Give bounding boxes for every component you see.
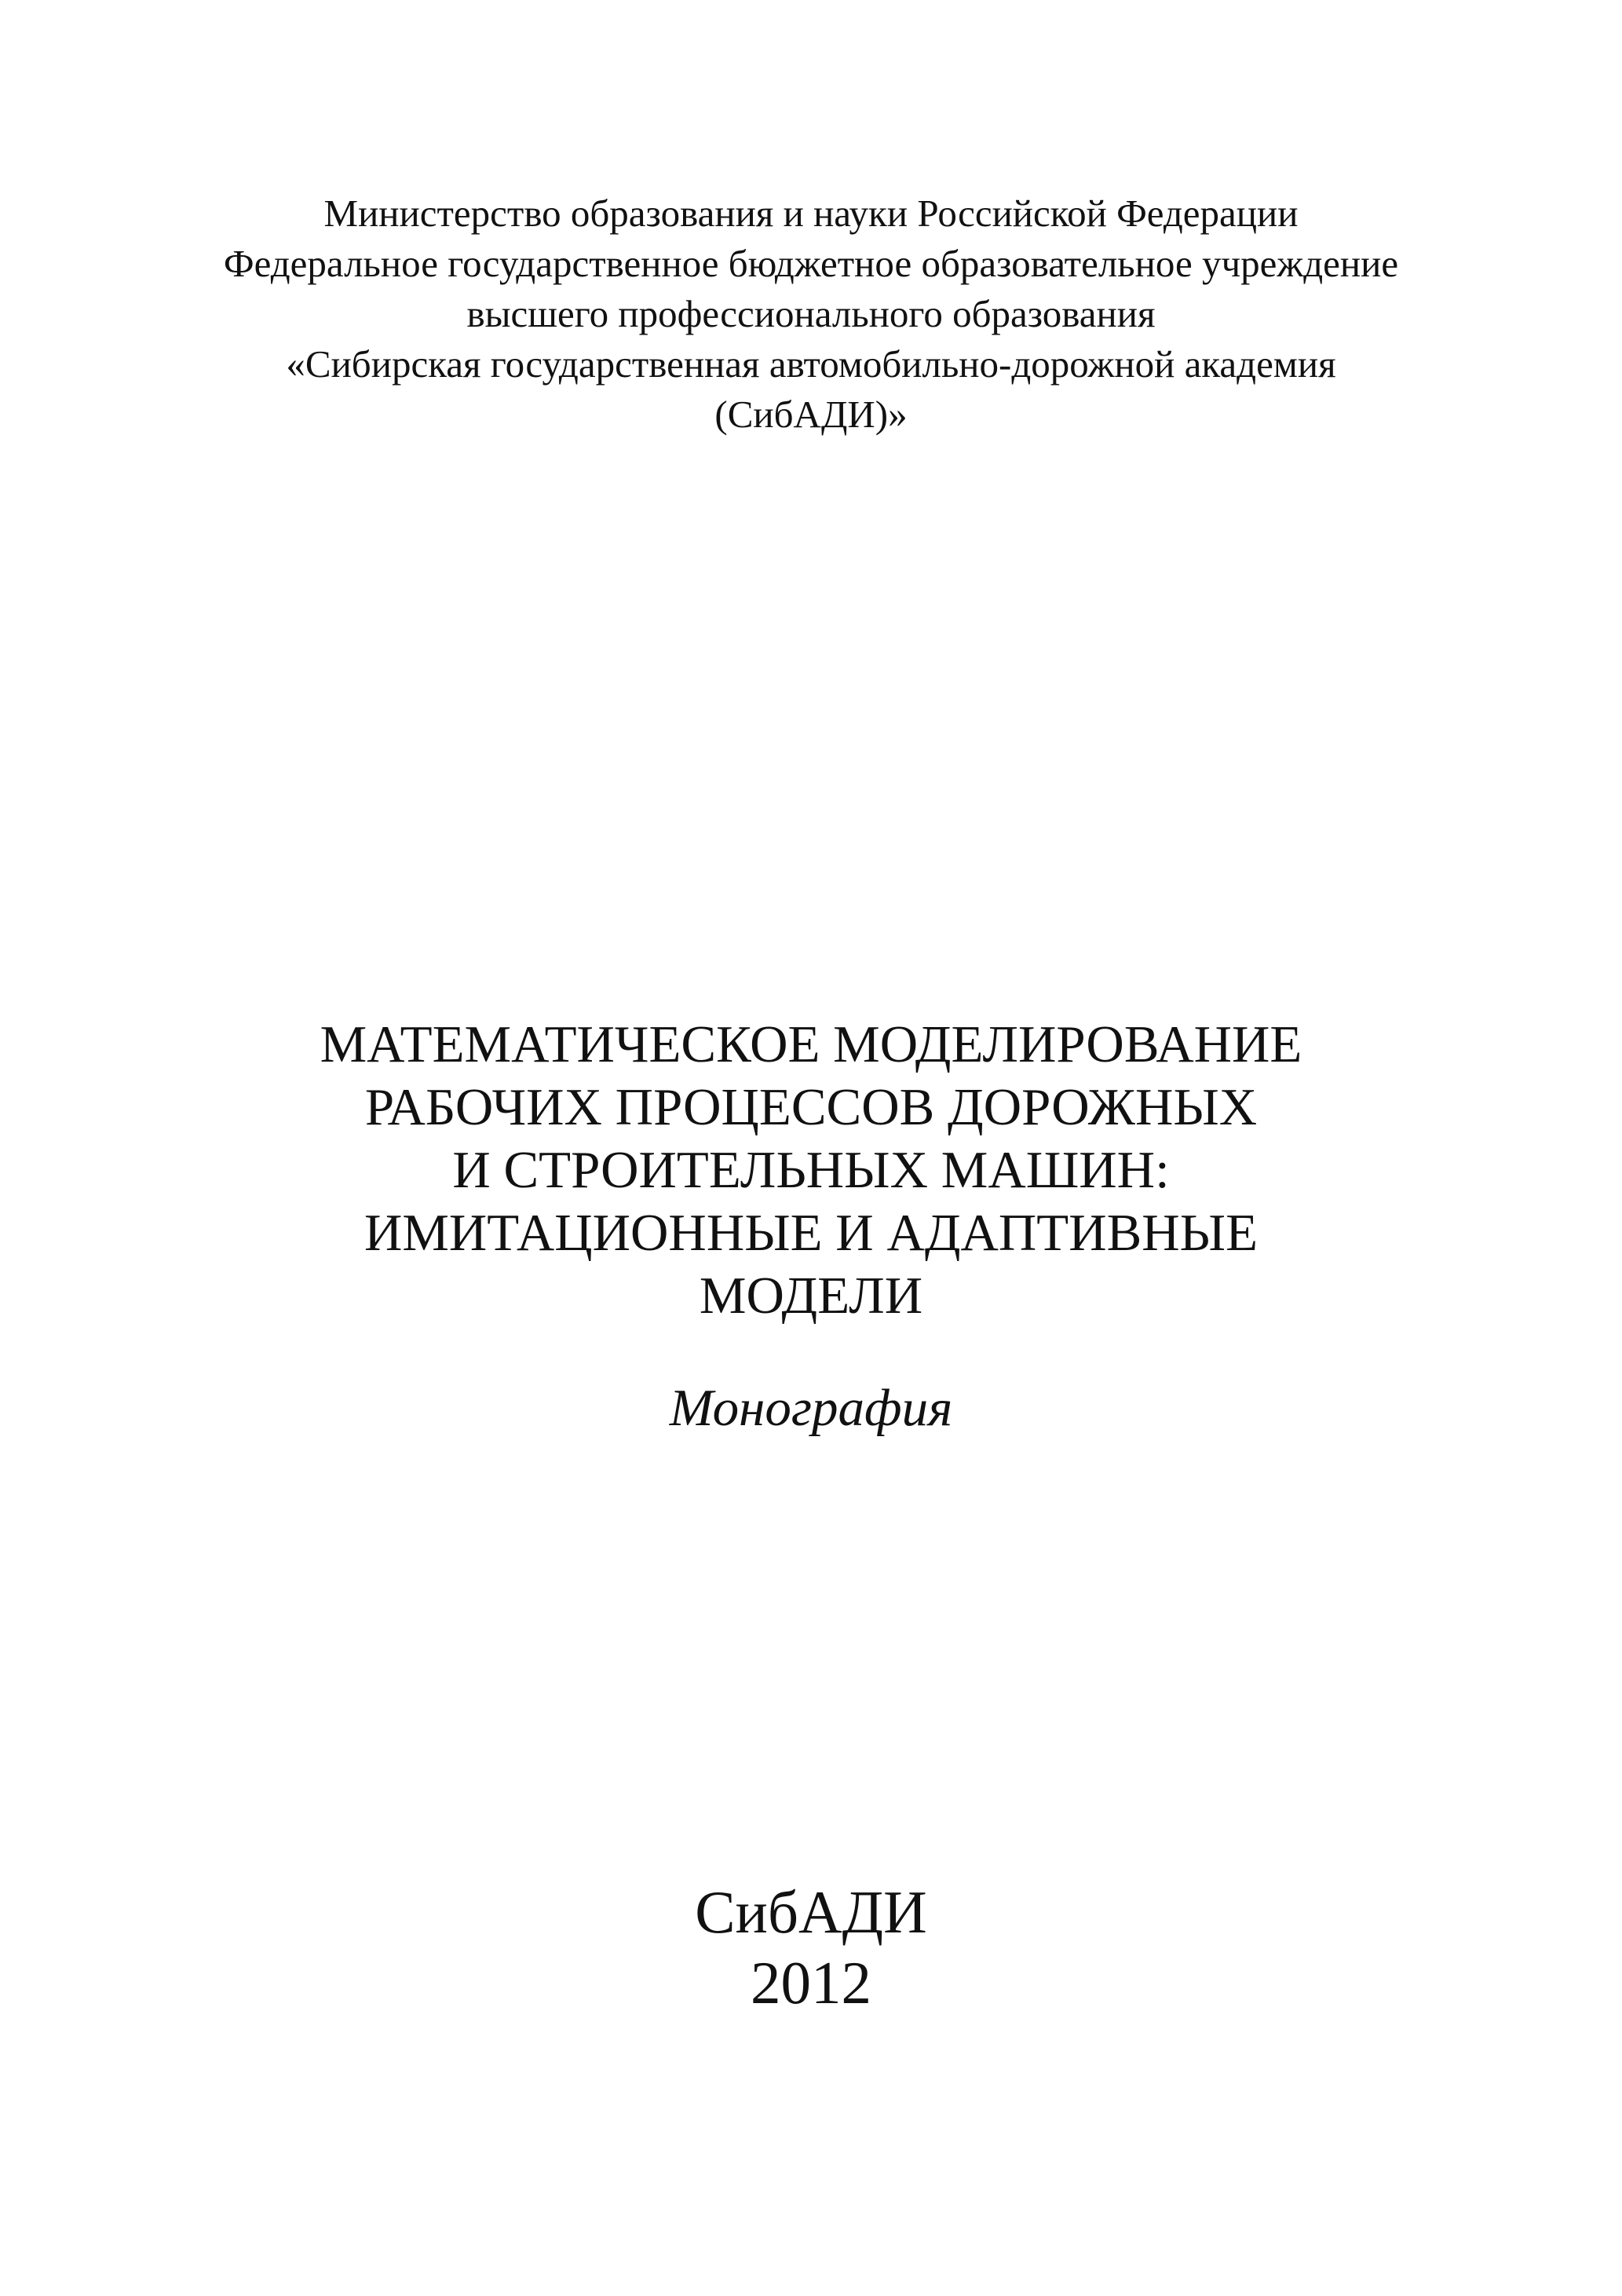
education-level-line: высшего профессионального образования [466, 292, 1156, 335]
academy-abbreviation-line: (СибАДИ)» [714, 393, 908, 436]
academy-name-line: «Сибирская государственная автомобильно-дорожной академия [286, 342, 1336, 386]
book-genre-subtitle: Монография [669, 1379, 953, 1437]
title-line-3: И СТРОИТЕЛЬНЫХ МАШИН: [452, 1141, 1170, 1199]
title-line-2: РАБОЧИХ ПРОЦЕССОВ ДОРОЖНЫХ [364, 1078, 1258, 1136]
publication-year: 2012 [751, 1949, 871, 2016]
institution-header [0, 188, 1622, 440]
title-line-4: ИМИТАЦИОННЫЕ И АДАПТИВНЫЕ [363, 1204, 1259, 1262]
title-line-5: МОДЕЛИ [699, 1267, 923, 1325]
title-line-1: МАТЕМАТИЧЕСКОЕ МОДЕЛИРОВАНИЕ [320, 1015, 1302, 1073]
book-title [0, 1013, 1622, 1327]
ministry-line: Министерство образования и науки Российской Федерации [323, 192, 1299, 235]
publisher-name: СибАДИ [695, 1878, 927, 1946]
imprint [0, 1877, 1622, 2018]
institution-type-line: Федеральное государственное бюджетное образовательное учреждение [223, 242, 1399, 285]
